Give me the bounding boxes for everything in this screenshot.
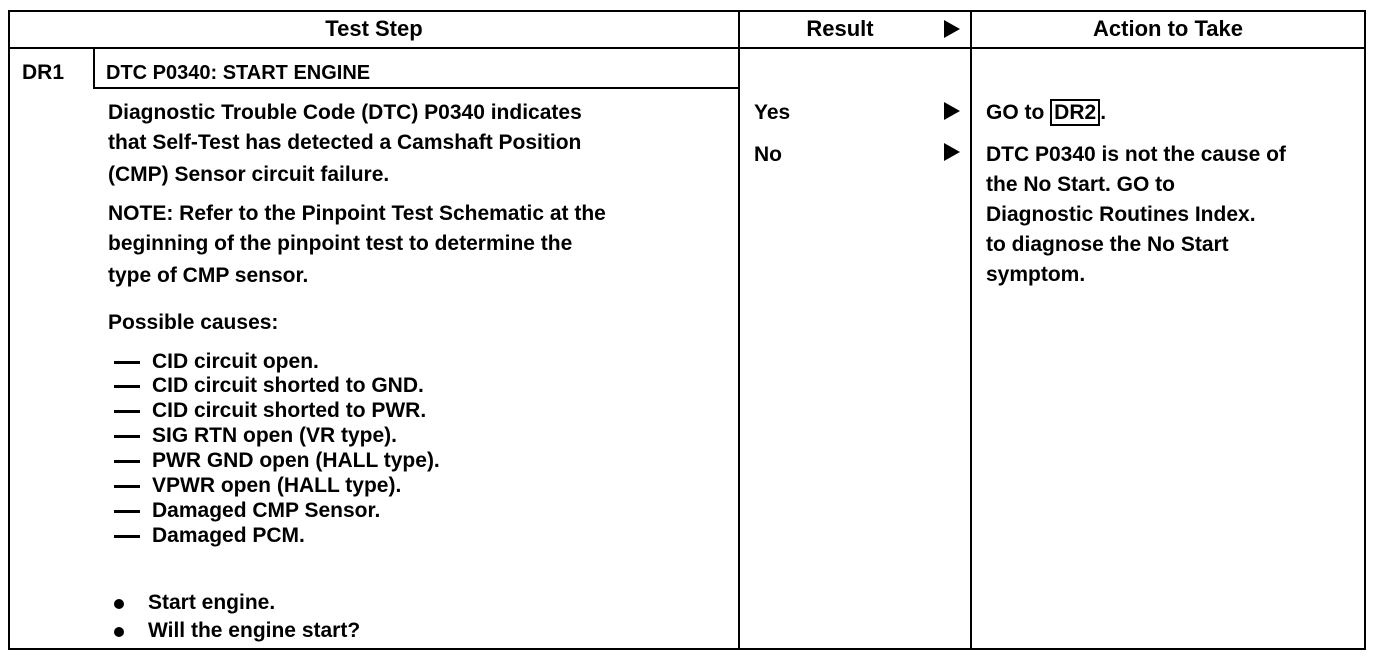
header-action: Action to Take xyxy=(1093,16,1243,41)
column-divider-action xyxy=(970,10,972,650)
dash-icon xyxy=(114,485,140,488)
step-id-divider xyxy=(93,48,95,88)
step-title: DTC P0340: START ENGINE xyxy=(106,62,371,84)
result-yes: Yes xyxy=(754,101,791,124)
note-line: type of CMP sensor. xyxy=(108,264,309,287)
dash-icon xyxy=(114,435,140,438)
cause-item: CID circuit shorted to GND. xyxy=(152,374,424,397)
dash-icon xyxy=(114,410,140,413)
cause-item: CID circuit open. xyxy=(152,350,319,373)
action-item: Start engine. xyxy=(148,591,276,614)
cause-item: Damaged CMP Sensor. xyxy=(152,499,381,522)
description-line: (CMP) Sensor circuit failure. xyxy=(108,163,390,186)
note-line: NOTE: Refer to the Pinpoint Test Schematic at the xyxy=(108,202,606,225)
causes-label: Possible causes: xyxy=(108,311,279,334)
header-arrow-icon xyxy=(944,20,960,38)
table-right-border xyxy=(1364,10,1366,650)
table-bottom-border xyxy=(8,648,1366,650)
description-line: Diagnostic Trouble Code (DTC) P0340 indicates xyxy=(108,101,582,124)
result-no-arrow-icon xyxy=(944,143,960,161)
bullet-icon xyxy=(114,627,124,637)
dash-icon xyxy=(114,460,140,463)
action-no-line: DTC P0340 is not the cause of xyxy=(986,143,1286,166)
dash-icon xyxy=(114,535,140,538)
cause-item: CID circuit shorted to PWR. xyxy=(152,399,427,422)
action-no-line: to diagnose the No Start xyxy=(986,233,1229,256)
action-no-line: Diagnostic Routines Index. xyxy=(986,203,1256,226)
step-id: DR1 xyxy=(22,61,65,84)
note-line: beginning of the pinpoint test to determine the xyxy=(108,232,573,255)
action-yes xyxy=(986,102,1106,123)
header-test-step: Test Step xyxy=(325,16,423,41)
action-no-line: symptom. xyxy=(986,263,1086,286)
table-left-border xyxy=(8,10,10,650)
dash-icon xyxy=(114,385,140,388)
action-no-line: the No Start. GO to xyxy=(986,173,1175,196)
cause-item: SIG RTN open (VR type). xyxy=(152,424,398,447)
result-yes-arrow-icon xyxy=(944,102,960,120)
step-title-divider xyxy=(93,87,740,89)
cause-item: VPWR open (HALL type). xyxy=(152,474,402,497)
cause-item: PWR GND open (HALL type). xyxy=(152,449,440,472)
action-item: Will the engine start? xyxy=(148,619,361,642)
dash-icon xyxy=(114,510,140,513)
dr2-link[interactable]: DR2 xyxy=(1050,99,1100,126)
column-divider-result xyxy=(738,10,740,650)
result-no: No xyxy=(754,143,782,166)
diagnostic-table xyxy=(8,10,1366,650)
action-yes-prefix: GO to xyxy=(986,101,1051,124)
description-line: that Self-Test has detected a Camshaft Position xyxy=(108,131,582,154)
header-result: Result xyxy=(806,16,874,41)
action-yes-suffix: . xyxy=(1100,101,1107,124)
dash-icon xyxy=(114,361,140,364)
bullet-icon xyxy=(114,599,124,609)
cause-item: Damaged PCM. xyxy=(152,524,305,547)
